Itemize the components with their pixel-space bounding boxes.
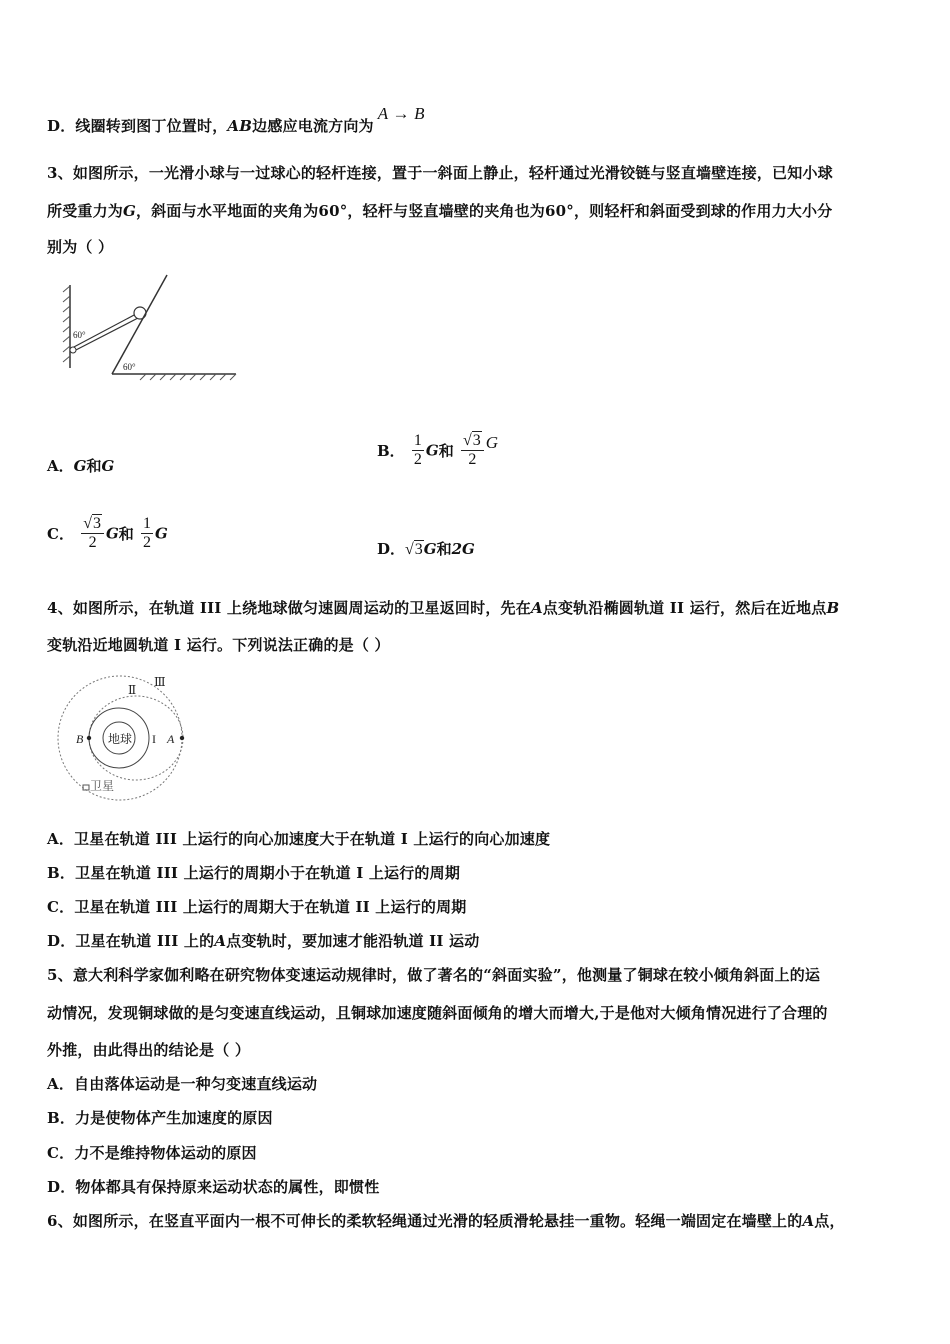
angle-ground-label: 60° [123,362,136,372]
q3-option-b: B． $\frac{1}{2}$ G和 $\frac{√3}{2}$ G [377,432,499,468]
point-a [180,736,184,740]
label-a: A [167,732,175,746]
point-b [87,736,91,740]
q5-stem-line1: 5、意大利科学家伽利略在研究物体变速运动规律时，做了著名的“斜面实验”，他测量了铜球在较小倾角斜面上的运 [47,966,821,984]
q4-option-b: B．卫星在轨道 III 上运行的周期小于在轨道 I 上运行的周期 [47,864,461,882]
q5-option-a: A．自由落体运动是一种匀变速直线运动 [47,1075,318,1093]
label-iii: Ⅲ [154,675,166,689]
frac-sqrt3-half: $\frac{√3}{2}$ [81,515,104,552]
q4-option-c: C．卫星在轨道 III 上运行的周期大于在轨道 II 上运行的周期 [47,898,467,916]
q4-stem-line2: 变轨沿近地圆轨道 I 运行。下列说法正确的是（ ） [47,636,390,654]
q5-option-d: D．物体都具有保持原来运动状态的属性，即惯性 [47,1178,380,1196]
q5-option-c: C．力不是维持物体运动的原因 [47,1144,257,1162]
q3-figure-incline [60,270,240,382]
q6-stem-line1: 6、如图所示，在竖直平面内一根不可伸长的柔软轻绳通过光滑的轻质滑轮悬挂一重物。轻绳一端固定在墙壁上的A点， [47,1212,845,1230]
hinge [70,347,76,353]
frac-one-half: $\frac{1}{2}$ [413,432,422,468]
frac-one-half: $\frac{1}{2}$ [143,515,152,551]
label-i: I [152,732,156,746]
q4-figure-orbits [50,670,190,802]
satellite-label: 卫星 [90,779,115,793]
frac-sqrt3-half: $\frac{√3}{2}$ [461,432,484,469]
q3-option-d: D．√3G和2G [377,540,475,558]
q5-option-b: B．力是使物体产生加速度的原因 [47,1109,273,1127]
q2-option-d-math: A → B [377,104,425,123]
q3-stem-line2: 所受重力为G，斜面与水平地面的夹角为60°，轻杆与竖直墙壁的夹角也为60°，则轻杆和斜面受到球的作用力大小分 [47,202,833,220]
q3-stem-line1: 3、如图所示，一光滑小球与一过球心的轻杆连接，置于一斜面上静止，轻杆通过光滑铰链与竖直墙壁连接，已知小球 [47,164,833,182]
incline-line [112,275,167,374]
q3-stem-line3: 别为（ ） [47,238,114,256]
earth-label: 地球 [108,732,133,746]
q4-option-d: D．卫星在轨道 III 上的A点变轨时，要加速才能沿轨道 II 运动 [47,932,480,950]
q4-stem-line1: 4、如图所示，在轨道 III 上绕地球做匀速圆周运动的卫星返回时，先在A点变轨沿椭圆轨道 II 运行，然后在近地点B [47,599,840,617]
q3-option-c: C． $\frac{√3}{2}$ G和 $\frac{1}{2}$ G [47,515,168,551]
label-ii: Ⅱ [128,683,137,697]
q2-option-d-ab: AB [227,117,253,135]
ground-hatch [140,374,236,380]
sqrt-three: √3 [405,541,423,558]
label-b: B [76,732,84,746]
q4-option-a: A．卫星在轨道 III 上运行的向心加速度大于在轨道 I 上运行的向心加速度 [47,830,551,848]
q2-option-d: D．线圈转到图丁位置时，AB边感应电流方向为A → B [47,104,425,135]
q5-stem-line2: 动情况，发现铜球做的是匀变速直线运动，且铜球加速度随斜面倾角的增大而增大,于是他对大倾角情况进行了合理的 [47,1004,828,1022]
wall-hatch [63,286,70,362]
q5-stem-line3: 外推，由此得出的结论是（ ） [47,1041,251,1059]
q3-option-a: A．G和G [47,457,115,475]
angle-wall-label: 60° [73,330,86,340]
